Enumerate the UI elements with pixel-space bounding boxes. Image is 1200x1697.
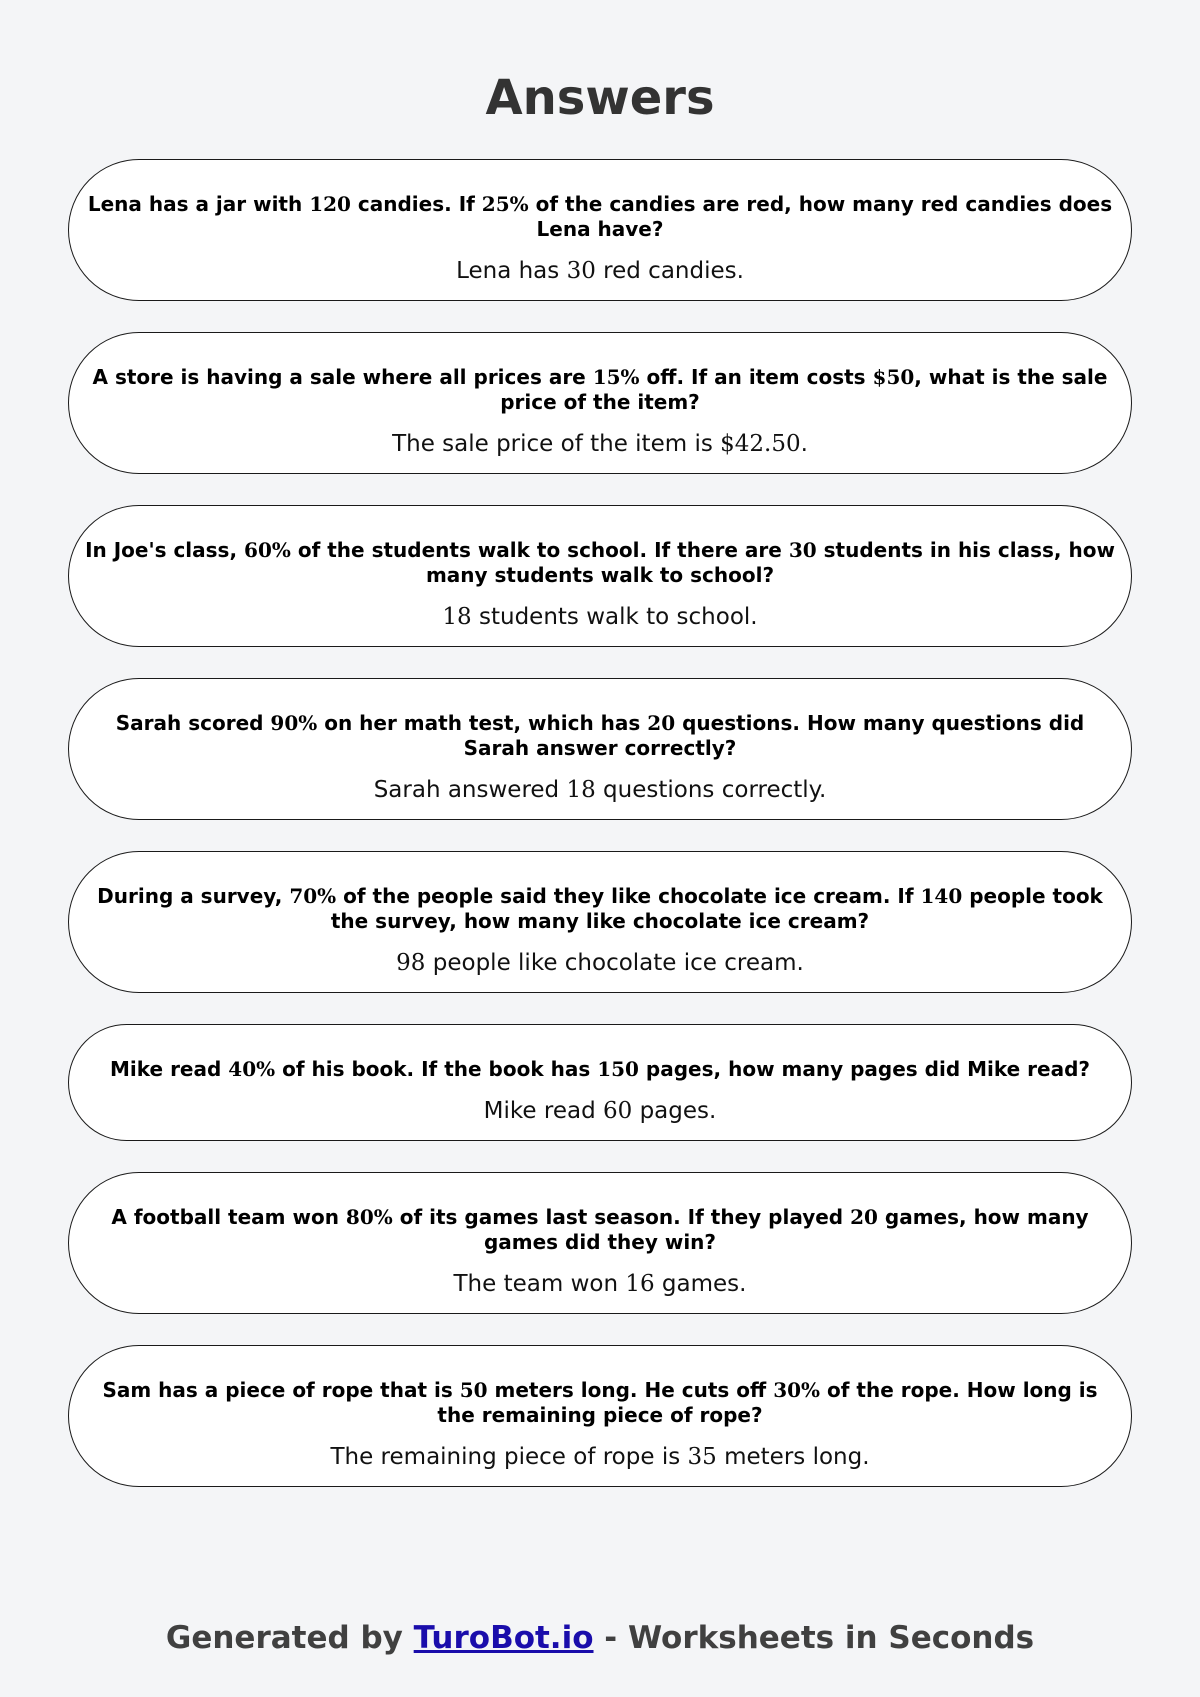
footer xyxy=(0,1618,1200,1658)
footer-suffix: - Worksheets in Seconds xyxy=(593,1620,1035,1656)
page-title: Answers xyxy=(485,70,715,126)
answer-text: Lena has 30 red candies. xyxy=(456,258,744,284)
answer-text: 18 students walk to school. xyxy=(442,604,758,630)
answer-card-5 xyxy=(68,851,1132,993)
answer-text: The team won 16 games. xyxy=(453,1271,747,1297)
answer-text: Mike read 60 pages. xyxy=(483,1098,717,1124)
question-text: During a survey, 70% of the people said they like chocolate ice cream. If 140 people took the survey, how many like chocolate ice cream? xyxy=(97,884,1103,933)
answer-text: The sale price of the item is $42.50. xyxy=(392,431,808,457)
answer-card-7 xyxy=(68,1172,1132,1314)
question-text: A football team won 80% of its games last season. If they played 20 games, how many games did they win? xyxy=(111,1205,1089,1254)
question-text: Lena has a jar with 120 candies. If 25% of the candies are red, how many red candies does Lena have? xyxy=(87,192,1113,241)
answer-card-8 xyxy=(68,1345,1132,1487)
answer-text: The remaining piece of rope is 35 meters long. xyxy=(330,1444,870,1470)
answer-list xyxy=(68,159,1132,1518)
question-text: Sam has a piece of rope that is 50 meters long. He cuts off 30% of the rope. How long is the remaining piece of rope? xyxy=(102,1378,1098,1427)
footer-prefix: Generated by xyxy=(165,1620,414,1656)
answer-card-4 xyxy=(68,678,1132,820)
question-text: A store is having a sale where all prices are 15% off. If an item costs $50, what is the sale price of the item? xyxy=(92,365,1108,414)
answer-card-3 xyxy=(68,505,1132,647)
answer-card-6 xyxy=(68,1024,1132,1141)
answer-text: Sarah answered 18 questions correctly. xyxy=(373,777,827,803)
question-text: Sarah scored 90% on her math test, which has 20 questions. How many questions did Sarah answer correctly? xyxy=(115,711,1085,760)
answer-card-1 xyxy=(68,159,1132,301)
question-text: In Joe's class, 60% of the students walk to school. If there are 30 students in his class, how many students walk to school? xyxy=(85,538,1115,587)
question-text: Mike read 40% of his book. If the book has 150 pages, how many pages did Mike read? xyxy=(110,1057,1090,1081)
answer-card-2 xyxy=(68,332,1132,474)
turobot-link[interactable]: TuroBot.io xyxy=(413,1620,594,1656)
answer-text: 98 people like chocolate ice cream. xyxy=(396,950,804,976)
